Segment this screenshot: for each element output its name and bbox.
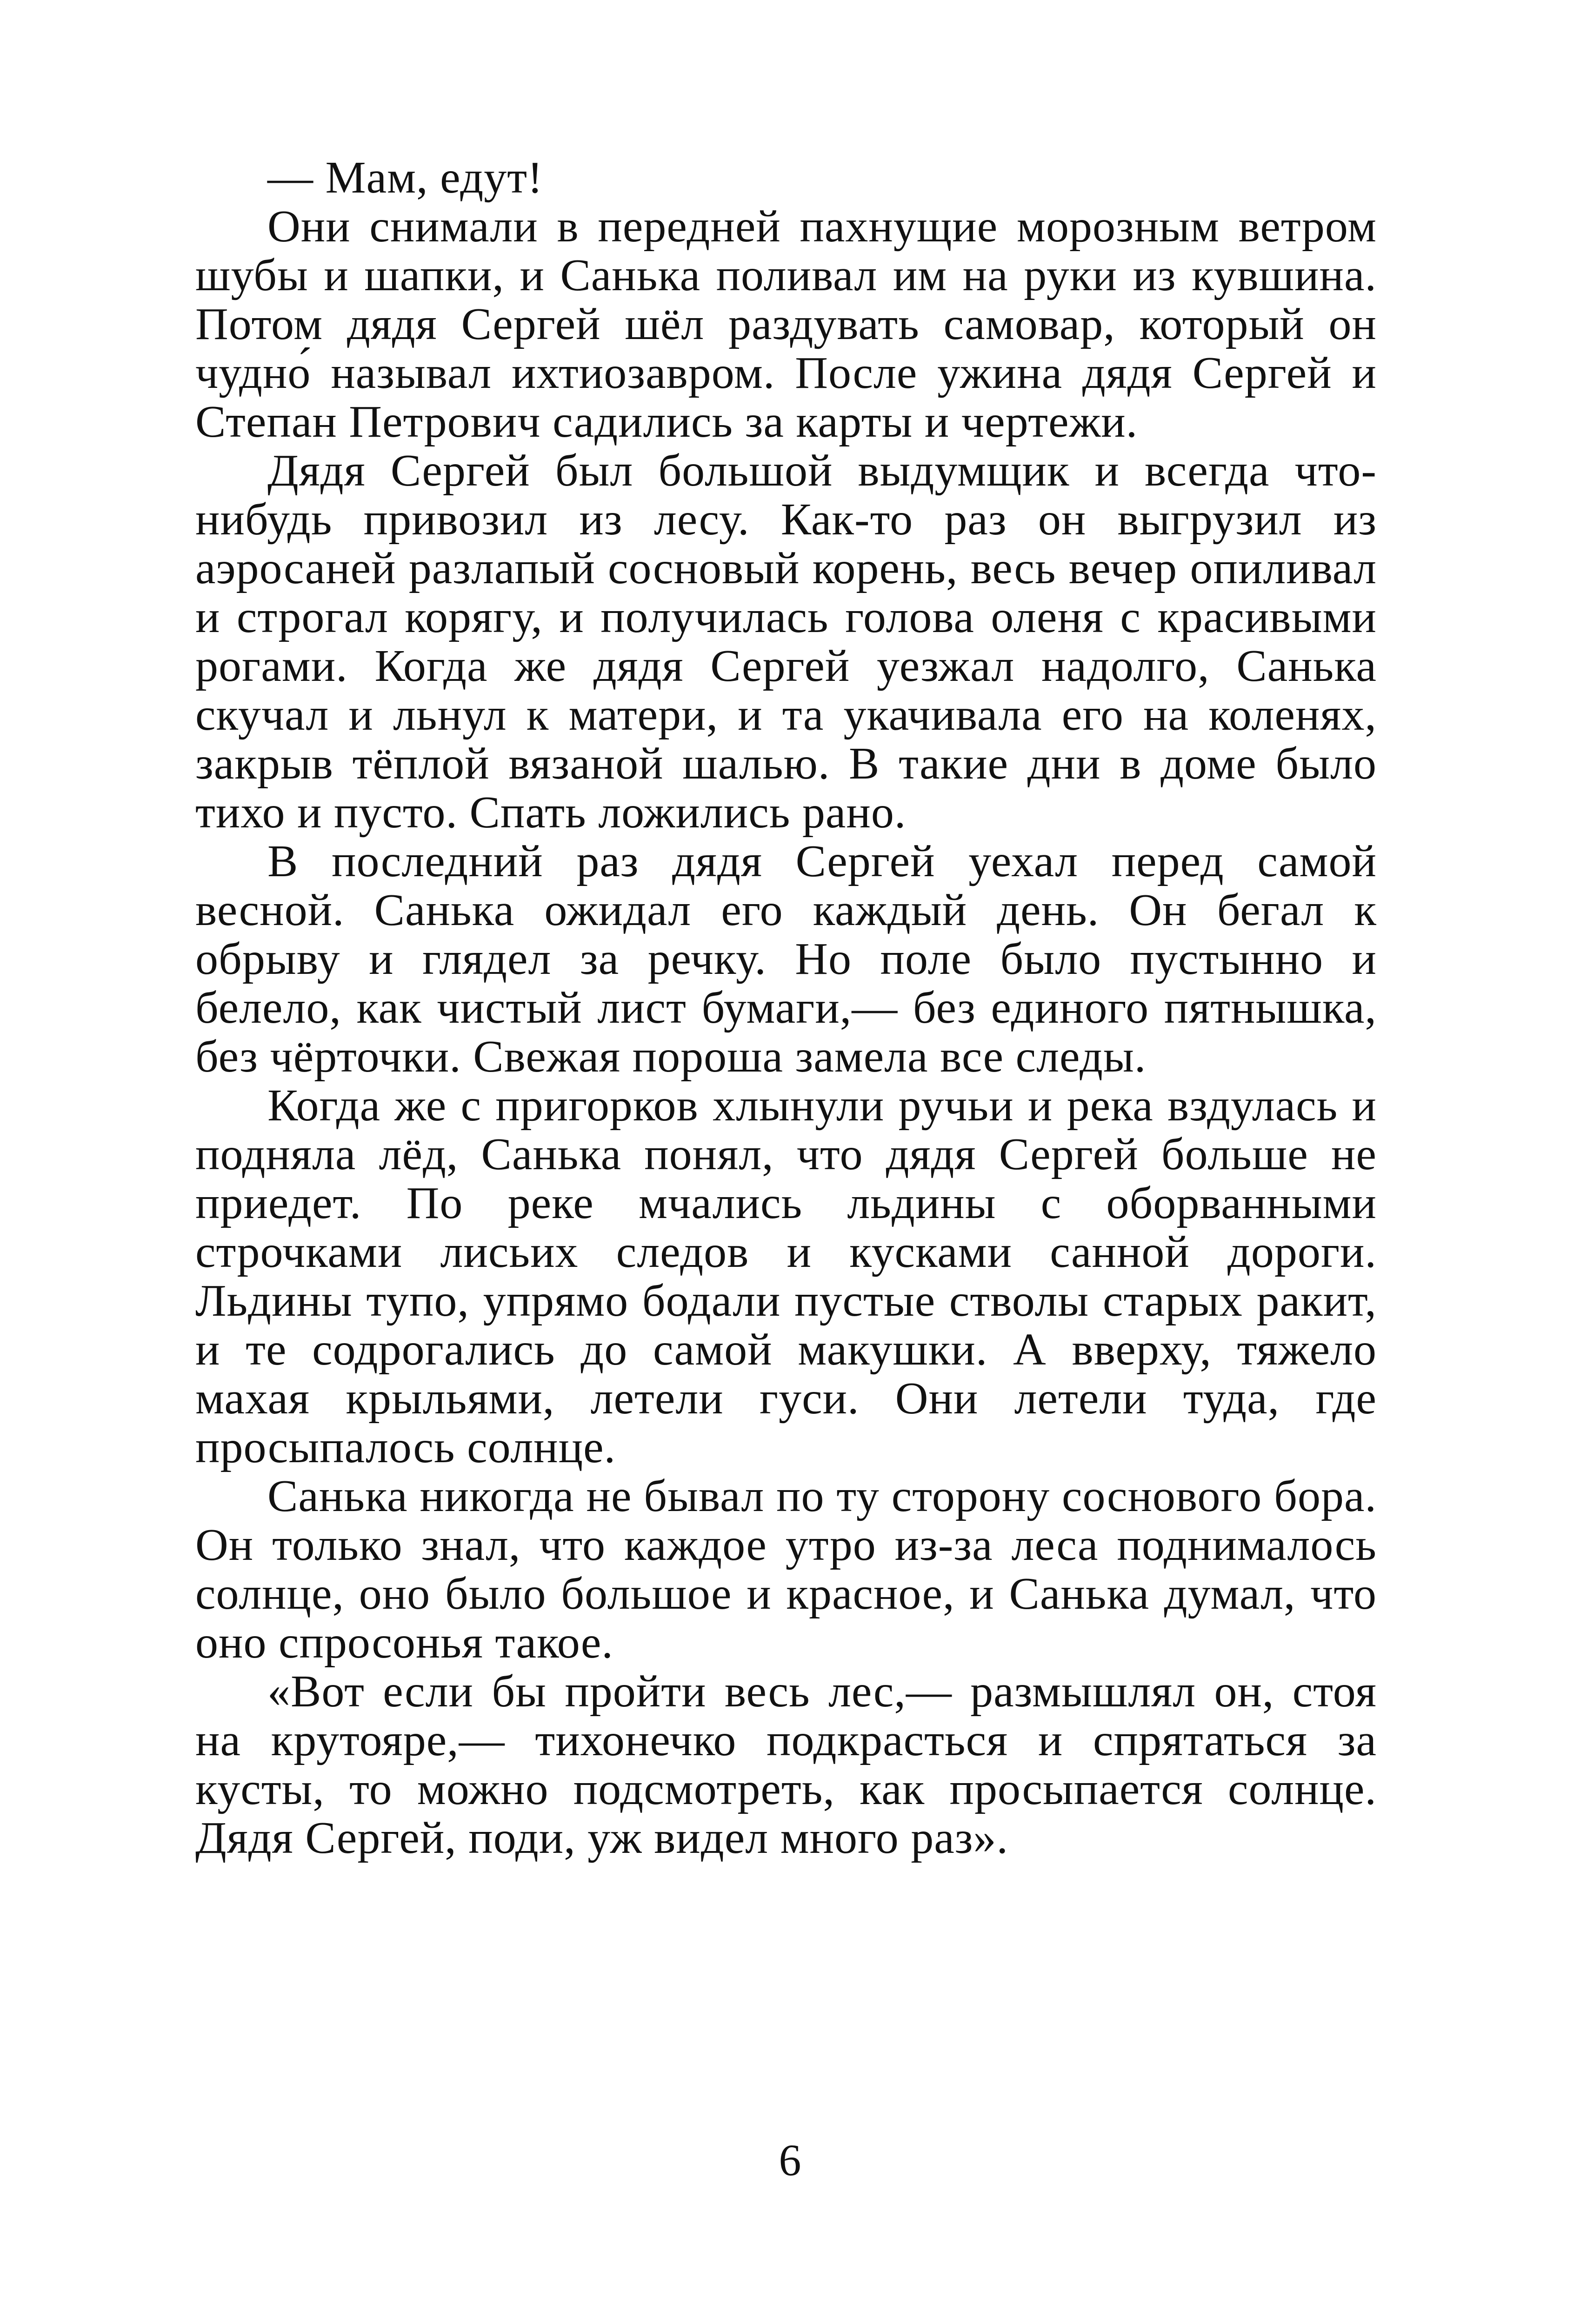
book-page [195,153,1377,1863]
page-text [195,153,1377,1863]
paragraph-6: Санька никогда не бывал по ту сторону соснового бора. Он только знал, что каждое утро из-за леса поднималось солнце, оно было большое и красное, и Санька думал, что оно спросонья такое. [195,1471,1377,1668]
paragraph-5: Когда же с пригорков хлынули ручьи и река вздулась и подняла лёд, Санька понял, что дядя Сергей больше не приедет. По реке мчались льдины с оборванными строчками лисьих следов и кусками санной дороги. Льдины тупо, упрямо бодали пустые стволы старых ракит, и те содрогались до самой макушки. А вверху, тяжело махая крыльями, летели гуси. Они летели туда, где просыпалось солнце. [195,1080,1377,1472]
paragraph-3: Дядя Сергей был большой выдумщик и всегда что-нибудь привозил из лесу. Как-то раз он выгрузил из аэросаней разлапый сосновый корень, весь вечер опиливал и строгал корягу, и получилась голова оленя с красивыми рогами. Когда же дядя Сергей уезжал надолго, Санька скучал и льнул к матери, и та укачивала его на коленях, закрыв тёплой вязаной шалью. В такие дни в доме было тихо и пусто. Спать ложились рано. [195,446,1377,838]
paragraph-4: В последний раз дядя Сергей уехал перед самой весной. Санька ожидал его каждый день. Он бегал к обрыву и глядел за речку. Но поле было пустынно и белело, как чистый лист бумаги,— без единого пятнышка, без чёрточки. Свежая пороша замела все следы. [195,836,1377,1082]
paragraph-1: — Мам, едут! [267,153,543,203]
page-number: 6 [779,2135,801,2185]
paragraph-7: «Вот если бы пройти весь лес,— размышлял он, стоя на крутояре,— тихонечко подкрасться и спрятаться за кусты, то можно подсмотреть, как просыпается солнце. Дядя Сергей, поди, уж видел много раз». [195,1666,1377,1863]
paragraph-2: Они снимали в передней пахнущие морозным ветром шубы и шапки, и Санька поливал им на руки из кувшина. Потом дядя Сергей шёл раздувать самовар, который он чудно́ называл ихтиозавром. После ужина дядя Сергей и Степан Петрович садились за карты и чертежи. [195,201,1377,447]
